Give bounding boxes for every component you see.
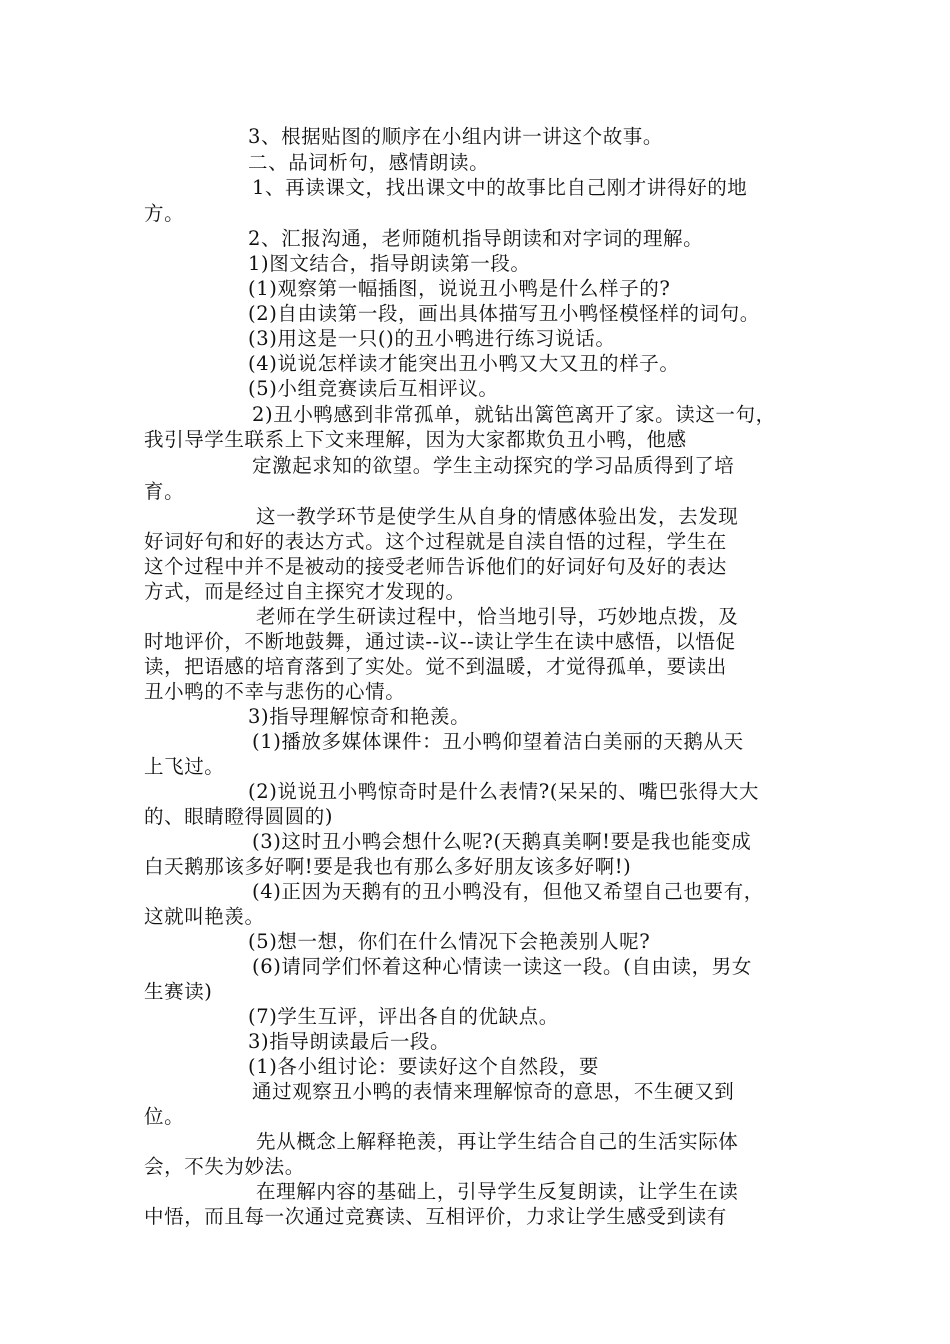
text-line: 方式，而是经过自主探究才发现的。 <box>144 580 466 603</box>
text-line: (7)学生互评，评出各自的优缺点。 <box>248 1005 559 1028</box>
text-line: 读，把语感的培育落到了实处。觉不到温暖，才觉得孤单，要读出 <box>144 655 727 678</box>
text-line: 位。 <box>144 1105 185 1128</box>
text-line: 3)指导理解惊奇和艳羡。 <box>248 705 471 728</box>
text-line: 我引导学生联系上下文来理解，因为大家都欺负丑小鸭，他感 <box>144 428 687 451</box>
text-line: (2)自由读第一段，画出具体描写丑小鸭怪模怪样的词句。 <box>248 302 760 325</box>
text-line: (5)想一想，你们在什么情况下会艳羡别人呢? <box>248 930 651 953</box>
text-line: 丑小鸭的不幸与悲伤的心情。 <box>144 680 406 703</box>
text-line: 定激起求知的欲望。学生主动探究的学习品质得到了培 <box>252 454 735 477</box>
text-line: 老师在学生研读过程中，恰当地引导，巧妙地点拨，及 <box>256 605 739 628</box>
text-line: 这个过程中并不是被动的接受老师告诉他们的好词好句及好的表达 <box>144 555 727 578</box>
text-line: 的、眼睛瞪得圆圆的) <box>144 805 334 828</box>
text-line: (4)正因为天鹅有的丑小鸭没有，但他又希望自己也要有， <box>252 880 764 903</box>
text-line: 3、根据贴图的顺序在小组内讲一讲这个故事。 <box>248 125 664 148</box>
text-line: 通过观察丑小鸭的表情来理解惊奇的意思，不生硬又到 <box>252 1080 735 1103</box>
text-line: (6)请同学们怀着这种心情读一读这一段。(自由读，男女 <box>252 955 752 978</box>
text-line: 会，不失为妙法。 <box>144 1155 305 1178</box>
text-line: (5)小组竞赛读后互相评议。 <box>248 377 499 400</box>
text-line: 1、再读课文，找出课文中的故事比自己刚才讲得好的地 <box>252 176 748 199</box>
text-line: (1)观察第一幅插图，说说丑小鸭是什么样子的? <box>248 277 671 300</box>
text-line: 这一教学环节是使学生从自身的情感体验出发，去发现 <box>256 505 739 528</box>
text-line: (2)说说丑小鸭惊奇时是什么表情?(呆呆的、嘴巴张得大大 <box>248 780 759 803</box>
text-line: 2、汇报沟通，老师随机指导朗读和对字词的理解。 <box>248 227 704 250</box>
text-line: 在理解内容的基础上，引导学生反复朗读，让学生在读 <box>256 1180 739 1203</box>
text-line: 好词好句和好的表达方式。这个过程就是自渎自悟的过程，学生在 <box>144 530 727 553</box>
text-line: (3)用这是一只()的丑小鸭进行练习说话。 <box>248 327 616 350</box>
text-line: 方。 <box>144 202 185 225</box>
text-line: 1)图文结合，指导朗读第一段。 <box>248 252 531 275</box>
text-line: (4)说说怎样读才能突出丑小鸭又大又丑的样子。 <box>248 352 680 375</box>
text-line: 这就叫艳羡。 <box>144 905 265 928</box>
text-line: 上飞过。 <box>144 755 225 778</box>
text-line: 3)指导朗读最后一段。 <box>248 1030 451 1053</box>
text-line: 生赛读) <box>144 980 213 1003</box>
text-line: (1)播放多媒体课件：丑小鸭仰望着洁白美丽的天鹅从天 <box>252 730 744 753</box>
text-line: 中悟，而且每一次通过竞赛读、互相评价，力求让学生感受到读有 <box>144 1205 727 1228</box>
text-line: 2)丑小鸭感到非常孤单，就钻出篱笆离开了家。读这一句， <box>252 403 776 426</box>
text-line: 白天鹅那该多好啊!要是我也有那么多好朋友该多好啊!) <box>144 855 632 878</box>
text-line: 育。 <box>144 480 185 503</box>
text-line: 先从概念上解释艳羡，再让学生结合自己的生活实际体 <box>256 1130 739 1153</box>
text-line: 二、品词析句，感情朗读。 <box>248 151 490 174</box>
text-line: (3)这时丑小鸭会想什么呢?(天鹅真美啊!要是我也能变成 <box>252 830 752 853</box>
text-line: (1)各小组讨论：要读好这个自然段，要 <box>248 1055 600 1078</box>
text-line: 时地评价，不断地鼓舞，通过读--议--读让学生在读中感悟，以悟促 <box>144 630 736 653</box>
